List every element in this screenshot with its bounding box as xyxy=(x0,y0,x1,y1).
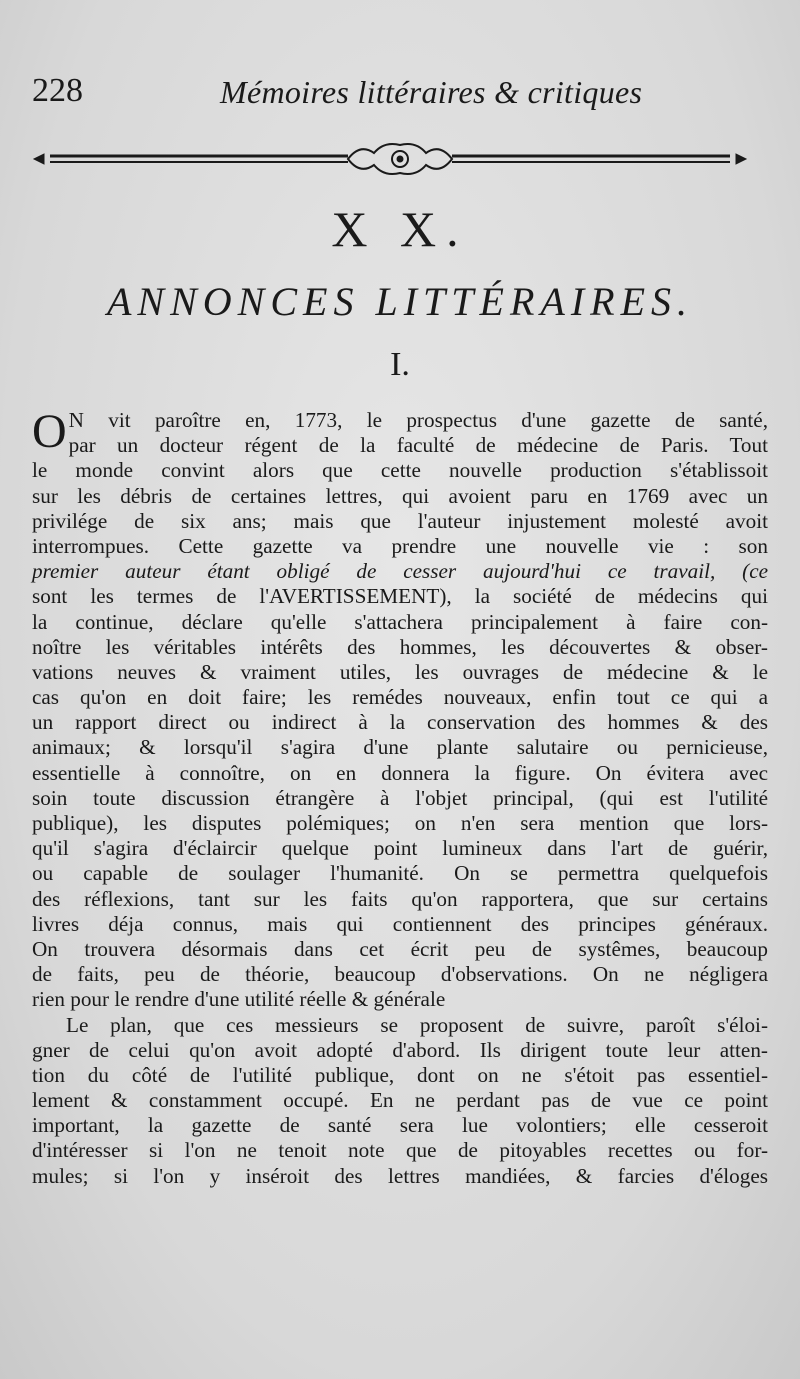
text-line: sont les termes de l'AVERTISSEMENT), la société de médecins qui xyxy=(32,584,768,609)
text-line: animaux; & lorsqu'il s'agira d'une plante salutaire ou pernicieuse, xyxy=(32,735,768,760)
running-title: Mémoires littéraires & critiques xyxy=(220,74,643,110)
text-line: O N vit paroître en, 1773, le prospectus d'une gazette de santé, xyxy=(32,405,768,458)
text-line: d'intéresser si l'on ne tenoit note que de pitoyables recettes ou for- xyxy=(32,1138,768,1163)
text-line: premier auteur étant obligé de cesser aujourd'hui ce travail, (ce xyxy=(32,559,768,584)
text-line: soin toute discussion étrangère à l'objet principal, (qui est l'utilité xyxy=(32,785,768,810)
running-head xyxy=(30,72,770,122)
text-line: Le plan, que ces messieurs se proposent de suivre, paroît s'éloi- xyxy=(66,1012,768,1037)
text-line: ou capable de soulager l'humanité. On se permettra quelquefois xyxy=(32,861,768,886)
text-line: livres déja connus, mais qui contiennent des principes généraux. xyxy=(32,911,768,936)
text-line: publique), les disputes polémiques; on n'en sera mention que lors- xyxy=(32,811,768,835)
text-line: par un docteur régent de la faculté de médecine de Paris. Tout xyxy=(68,433,768,458)
page-number: 228 xyxy=(32,72,83,109)
text-line: qu'il s'agira d'éclaircir quelque point lumineux dans l'art de guérir, xyxy=(32,836,768,861)
text-line: interrompues. Cette gazette va prendre une nouvelle vie : son xyxy=(32,533,768,558)
text-line: noître les véritables intérêts des hommes, les découvertes & obser- xyxy=(32,634,768,659)
text-line: mules; si l'on y inséroit des lettres mandiées, & farcies d'éloges xyxy=(32,1163,768,1188)
text-line: un rapport direct ou indirect à la conservation des hommes & des xyxy=(32,710,768,735)
article-body xyxy=(32,405,768,1189)
text-line: privilége de six ans; mais que l'auteur injustement molesté avoit xyxy=(32,508,768,533)
text-line: On trouvera désormais dans cet écrit peu de systêmes, beaucoup xyxy=(32,936,768,961)
text-line: des réflexions, tant sur les faits qu'on rapportera, que sur certains xyxy=(32,886,768,911)
text-line: vations neuves & vraiment utiles, les ouvrages de médecine & le xyxy=(32,659,768,684)
article-number: I. xyxy=(390,346,410,383)
text-line: la continue, déclare qu'elle s'attachera principalement à faire con- xyxy=(32,609,768,634)
text-line: essentielle à connoître, on en donnera la figure. On évitera avec xyxy=(32,760,768,785)
text-line: gner de celui qu'on avoit adopté d'abord. Ils dirigent toute leur atten- xyxy=(32,1037,768,1062)
section-number: X X. xyxy=(331,201,469,257)
text-line: important, la gazette de santé sera lue volontiers; elle cesseroit xyxy=(32,1113,768,1138)
text-line: le monde convint alors que cette nouvelle production s'établissoit xyxy=(32,458,768,483)
section-title: ANNONCES LITTÉRAIRES. xyxy=(106,279,694,324)
text-line: rien pour le rendre d'une utilité réelle & générale xyxy=(32,987,446,1012)
text-line: tion du côté de l'utilité publique, dont on ne s'étoit pas essentiel- xyxy=(32,1062,768,1087)
text-line: cas qu'on en doit faire; les remédes nouveaux, enfin tout ce qui a xyxy=(32,685,768,710)
text-line: lement & constamment occupé. En ne perdant pas de vue ce point xyxy=(32,1088,768,1113)
drop-cap: O xyxy=(32,405,67,458)
text-line: sur les débris de certaines lettres, qui avoient paru en 1769 avec un xyxy=(32,483,768,508)
text-line: de faits, peu de théorie, beaucoup d'observations. On ne négligera xyxy=(32,962,768,987)
ornamental-rule-icon xyxy=(30,138,770,182)
